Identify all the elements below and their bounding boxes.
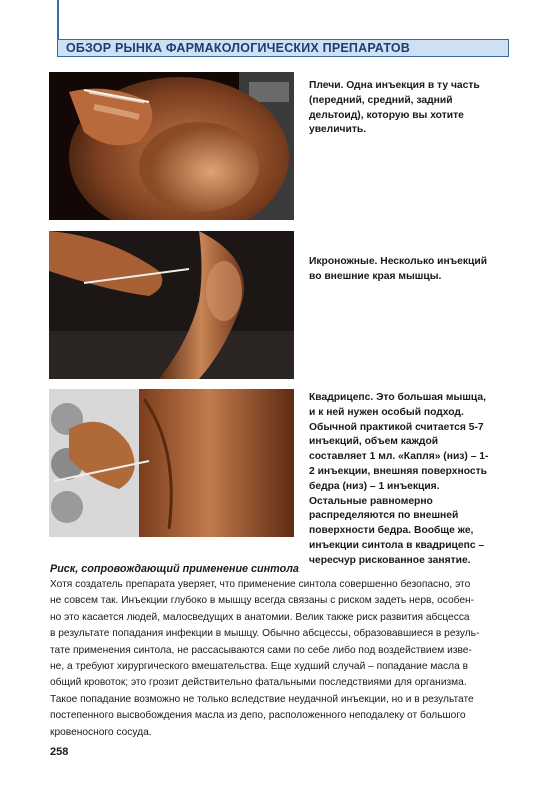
- shoulder-caption: [309, 79, 509, 138]
- section-heading: Риск, сопровождающий применение синтола: [50, 563, 299, 575]
- caption-line: распределяются по внешней: [309, 510, 459, 522]
- caption-line: Икроножные. Несколько инъекций: [309, 256, 488, 267]
- paragraph-line: в результате попадания инфекции в мышцу. Обычно абсцессы, образовавшиеся в резуль-: [50, 628, 480, 640]
- body-paragraph: [50, 577, 512, 741]
- calf-injection-photo: [49, 231, 294, 379]
- section-header-bar: [57, 39, 509, 57]
- caption-line: инъекций, объем каждой: [309, 436, 439, 448]
- caption-line: дельтоид), которую вы хотите: [309, 109, 464, 121]
- caption-line: (передний, средний, задний: [309, 94, 453, 106]
- caption-line: инъекции синтола в квадрицепс –: [309, 539, 485, 551]
- caption-line: 2 инъекции, внешняя поверхность: [309, 465, 487, 477]
- quadriceps-caption: [309, 391, 509, 569]
- header-accent-line: [57, 0, 59, 40]
- caption-line: увеличить.: [309, 124, 367, 136]
- paragraph-line: но это касается людей, малосведущих в анатомии. Велик также риск развития абсцесса: [50, 611, 470, 623]
- caption-line: составляет 1 мл. «Капля» (низ) – 1-: [309, 451, 489, 463]
- paragraph-line: общий кровоток; это грозит действительно фатальными последствиями для организма.: [50, 677, 467, 689]
- quadriceps-injection-photo: [49, 389, 294, 537]
- caption-line: поверхности бедра. Вообще же,: [309, 525, 474, 537]
- caption-line: Обычной практикой считается 5-7: [309, 421, 484, 433]
- paragraph-line: не, а требуют хирургического вмешательства. Еще худший случай – попадание масла в: [50, 661, 468, 673]
- caption-line: и к ней нужен особый подход.: [309, 406, 464, 418]
- paragraph-line: не совсем так. Инъекции глубоко в мышцу всегда связаны с риском задеть нерв, особен-: [50, 595, 475, 607]
- paragraph-line: тате применения синтола, не рассасываются сами по себе либо под воздействием изве-: [50, 644, 472, 656]
- page-number: 258: [50, 746, 69, 758]
- caption-line: бедра (низ) – 1 инъекция.: [309, 480, 440, 492]
- calf-caption: [309, 255, 509, 285]
- paragraph-line: кровеносного сосуда.: [50, 726, 152, 738]
- paragraph-line: Такое попадание возможно не только вследствие неудачной инъекции, но и в результате: [50, 693, 474, 705]
- caption-line: Квадрицепс. Это большая мышца,: [309, 392, 486, 403]
- shoulder-injection-photo: [49, 72, 294, 220]
- caption-line: Остальные равномерно: [309, 495, 433, 507]
- caption-line: во внешние края мышцы.: [309, 270, 442, 282]
- paragraph-line: постепенного высвобождения масла из депо, расположенного неподалеку от большого: [50, 710, 466, 722]
- page-header-title: ОБЗОР РЫНКА ФАРМАКОЛОГИЧЕСКИХ ПРЕПАРАТОВ: [66, 41, 411, 55]
- caption-line: чересчур рискованное занятие.: [309, 554, 471, 566]
- caption-line: Плечи. Одна инъекция в ту часть: [309, 80, 480, 91]
- paragraph-line: Хотя создатель препарата уверяет, что применение синтола совершенно безопасно, это: [50, 579, 471, 590]
